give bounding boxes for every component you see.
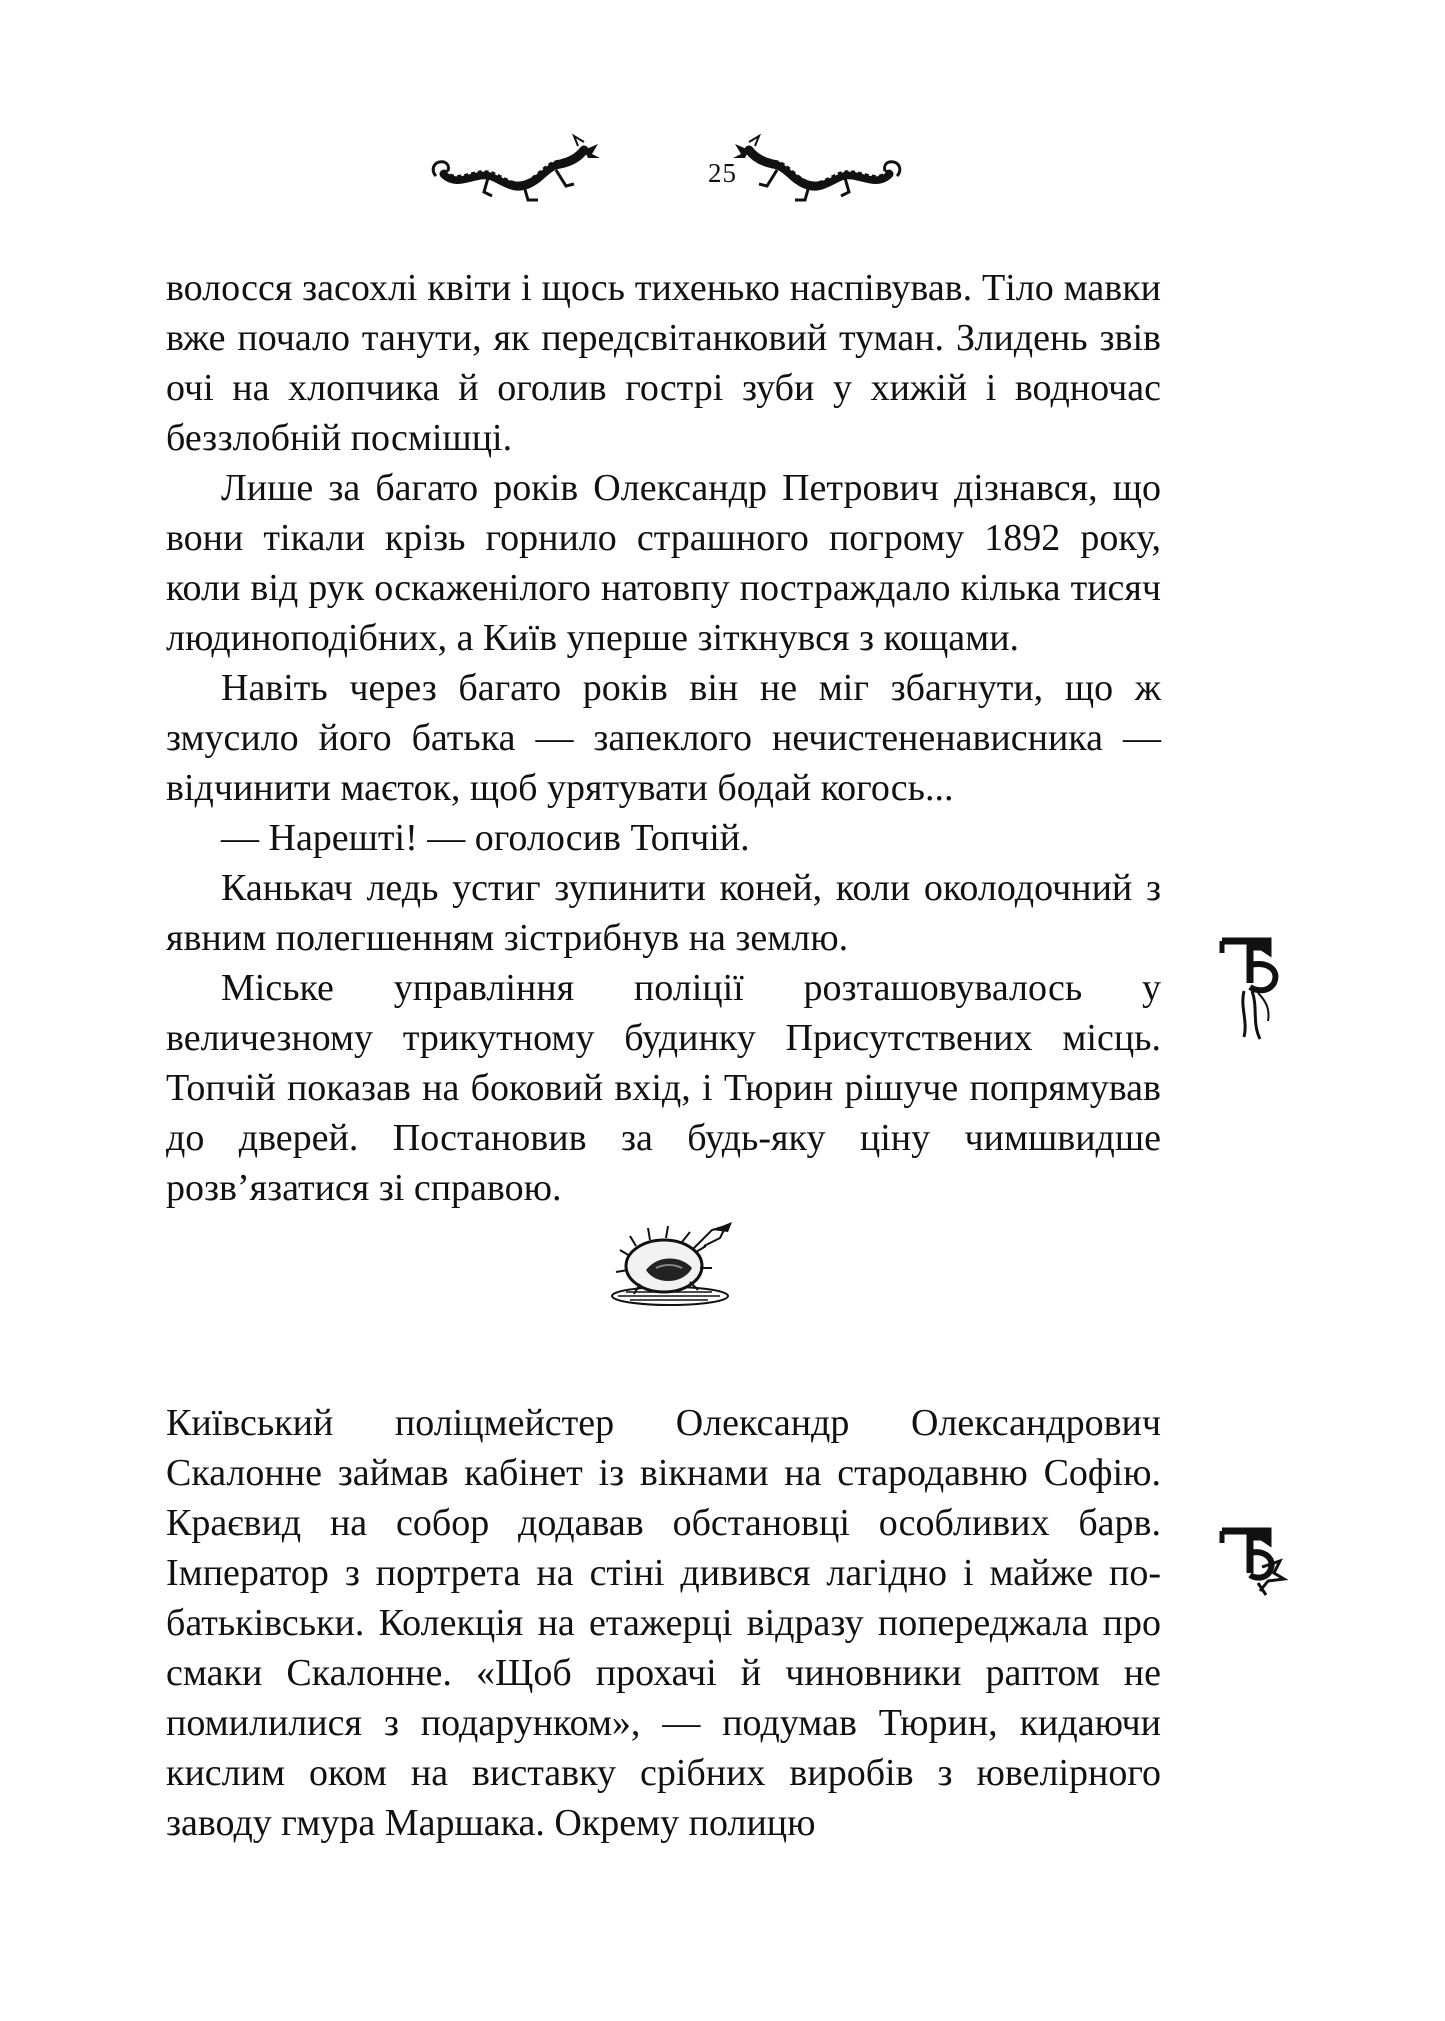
paragraph: Лише за багато років Олександр Петрович дізнався, що вони тікали крізь горнило страшного погрому 1892 року, коли від рук оскаженілого натовпу постраждало кілька тисяч людиноподібних, а Київ уперше зіткнувся з кощами. (166, 467, 1161, 659)
dragon-right-icon (730, 130, 905, 220)
paragraph: волосся засохлі квіти і щось тихенько наспівував. Тіло мавки вже почало танути, як передсвітанковий туман. Злидень звів очі на хлопчика й оголив гострі зуби у хижій і водночас беззлобній посмішці. (166, 267, 1161, 459)
paragraph: Канькач ледь устиг зупинити коней, коли околодочний з явним полегшенням зістрибнув на землю. (166, 867, 1161, 959)
page-header (0, 120, 1445, 230)
page-number: 25 (708, 158, 737, 188)
body-text-section-1 (166, 263, 1161, 1213)
body-text-section-2 (166, 1398, 1161, 1848)
paragraph: — Нарешті! — оголосив Топчій. (221, 817, 750, 859)
chestnut-icon (600, 1210, 750, 1310)
paragraph: Київський поліцмейстер Олександр Олександрович Скалонне займав кабінет із вікнами на стародавню Софію. Краєвид на собор додавав обстановці особливих барв. Імператор з портрета на стіні дивився лагідно і майже по-батьківськи. Колекція на етажерці відразу попереджала про смаки Скалонне. «Щоб прохачі й чиновники раптом не помилилися з подарунком», — подумав Тюрин, кидаючи кислим оком на виставку срібних виробів з ювелірного заводу гмура Маршака. Окрему полицю (166, 1402, 1161, 1844)
decorative-letter-icon (1218, 935, 1288, 1045)
paragraph: Міське управління поліції розташовувалось у величезному трикутному будинку Присутствених місць. Топчій показав на боковий вхід, і Тюрин рішуче попрямував до дверей. Постановив за будь-яку ціну чимшвидше розв’язатися зі справою. (166, 967, 1161, 1209)
decorative-letter-icon (1218, 1525, 1288, 1635)
paragraph: Навіть через багато років він не міг збагнути, що ж змусило його батька — запеклого нечистененависника — відчинити маєток, щоб урятувати бодай когось... (166, 667, 1161, 809)
